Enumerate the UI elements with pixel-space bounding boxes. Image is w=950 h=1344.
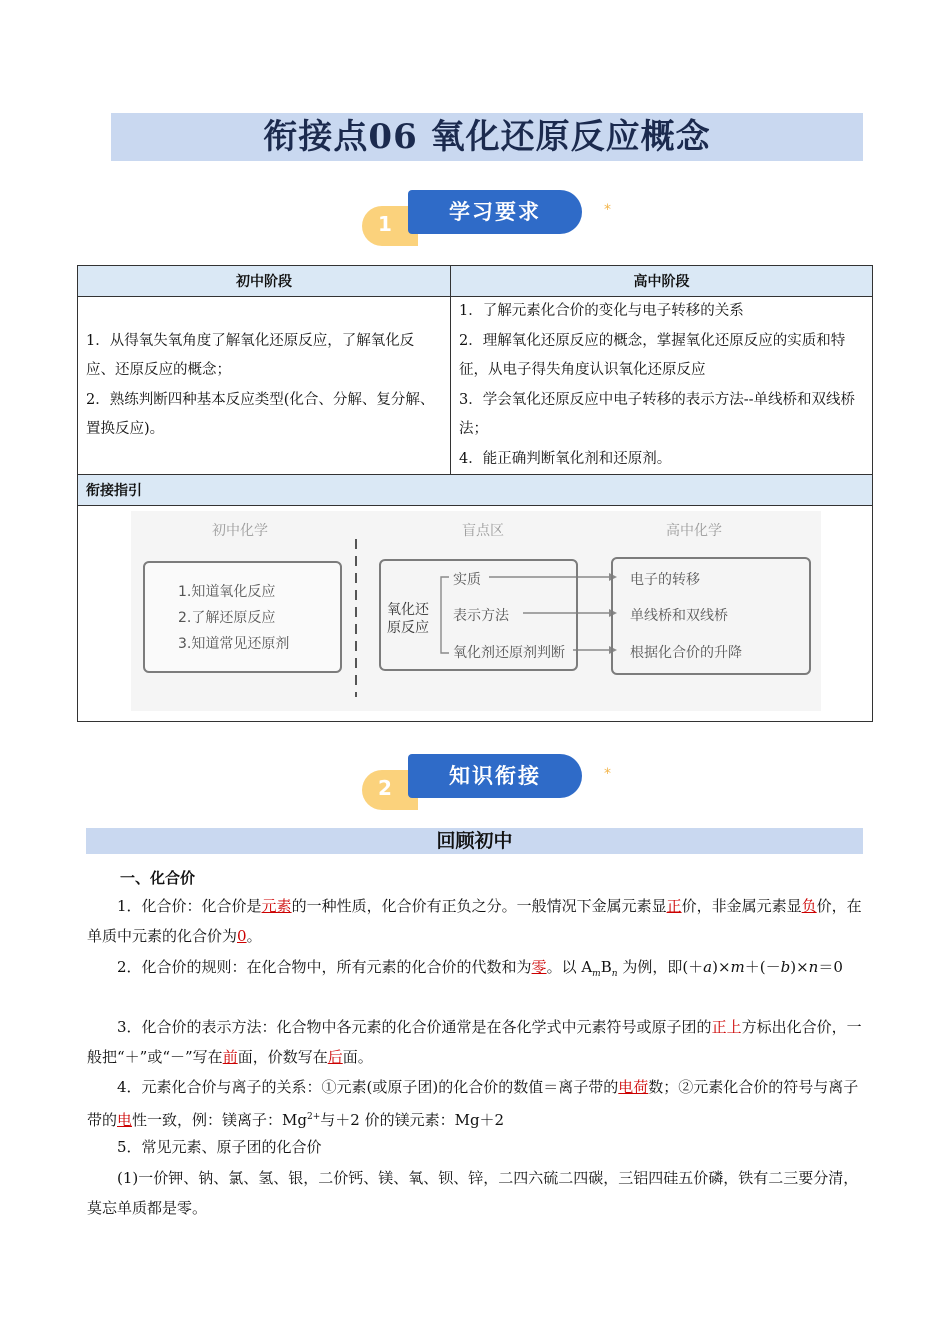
diagram-col-senior: 高中化学 [666,523,722,539]
senior-item: 2．理解氧化还原反应的概念，掌握氧化还原反应的实质和特征，从电子得失角度认识氧化还原反应 [459,332,846,378]
paragraph-1: 1．化合价：化合价是元素的一种性质，化合价有正负之分。一般情况下金属元素显正价，非金属元素显负价，在单质中元素的化合价为0。 [87,897,862,945]
mid-item: 氧化剂还原剂判断 [453,645,565,661]
guide-diagram [79,507,871,720]
guide-header: 衔接指引 [78,475,873,506]
paragraph-6: (1)一价钾、钠、氯、氢、银，二价钙、镁、氧、钡、锌，二四六硫二四碳，三铝四硅五价磷，铁有二三要分清，莫忘单质都是零。 [87,1169,859,1217]
section-badge-2 [362,754,611,814]
badge-number: 2 [378,776,392,800]
junior-box-item: 3.知道常见还原剂 [178,636,290,652]
senior-requirements [451,297,873,475]
paragraph-2: 2．化合价的规则：在化合物中，所有元素的化合价的代数和为零。以 $A_mB_n$ 为例，即(＋a)×m＋(－b)×n＝0 [117,958,843,979]
section-badge-1 [362,190,611,250]
senior-item: 3．学会氧化还原反应中电子转移的表示方法--单线桥和双线桥法； [459,391,856,437]
review-header: 回顾初中 [436,830,513,852]
senior-box-item: 根据化合价的升降 [630,645,742,661]
center-label: 原反应 [387,620,429,636]
junior-item: 2．熟练判断四种基本反应类型(化合、分解、复分解、置换反应)。 [86,391,435,437]
diagram-col-junior: 初中化学 [212,523,268,539]
senior-box-item: 单线桥和双线桥 [630,608,728,624]
junior-box-item: 2.了解还原反应 [178,610,276,626]
page-title: 衔接点06 氧化还原反应概念 [263,117,711,157]
sparkle-icon: * [604,766,611,782]
badge-pill [408,754,582,798]
badge-pill [408,190,582,234]
senior-item: 1．了解元素化合价的变化与电子转移的关系 [459,303,744,319]
col-header-senior: 高中阶段 [451,266,873,297]
paragraph-5: 5．常见元素、原子团的化合价 [117,1138,322,1156]
paragraph-3: 3．化合价的表示方法：化合物中各元素的化合价通常是在各化学式中元素符号或原子团的正上方标出化合价，一般把“＋”或“－”写在前面，价数写在后面。 [87,1018,862,1066]
badge-number: 1 [378,212,392,236]
junior-box-item: 1.知道氧化反应 [178,584,276,600]
paragraph-4: 4．元素化合价与离子的关系：①元素(或原子团)的化合价的数值＝离子带的电荷数；②元素化合价的符号与离子带的电性一致，例：镁离子：$Mg^{2+}$与＋2 价的镁元素：Mg＋2 [87,1078,859,1129]
col-header-junior: 初中阶段 [78,266,451,297]
badge-label: 学习要求 [449,200,541,224]
junior-item: 1．从得氧失氧角度了解氧化还原反应，了解氧化反应、还原反应的概念； [86,332,415,378]
mid-item: 实质 [453,572,481,588]
mid-item: 表示方法 [453,608,509,624]
diagram-col-blind: 盲点区 [462,523,504,539]
sparkle-icon: * [604,202,611,218]
heading-valence: 一、化合价 [120,869,196,887]
guide-diagram-cell [78,506,873,722]
requirements-table [77,265,873,722]
senior-item: 4．能正确判断氧化剂和还原剂。 [459,450,672,467]
junior-requirements [78,297,451,475]
senior-box-item: 电子的转移 [630,572,700,588]
center-label: 氧化还 [387,602,429,618]
review-header-bar [86,828,863,854]
badge-label: 知识衔接 [449,764,541,788]
title-bar [111,113,863,161]
